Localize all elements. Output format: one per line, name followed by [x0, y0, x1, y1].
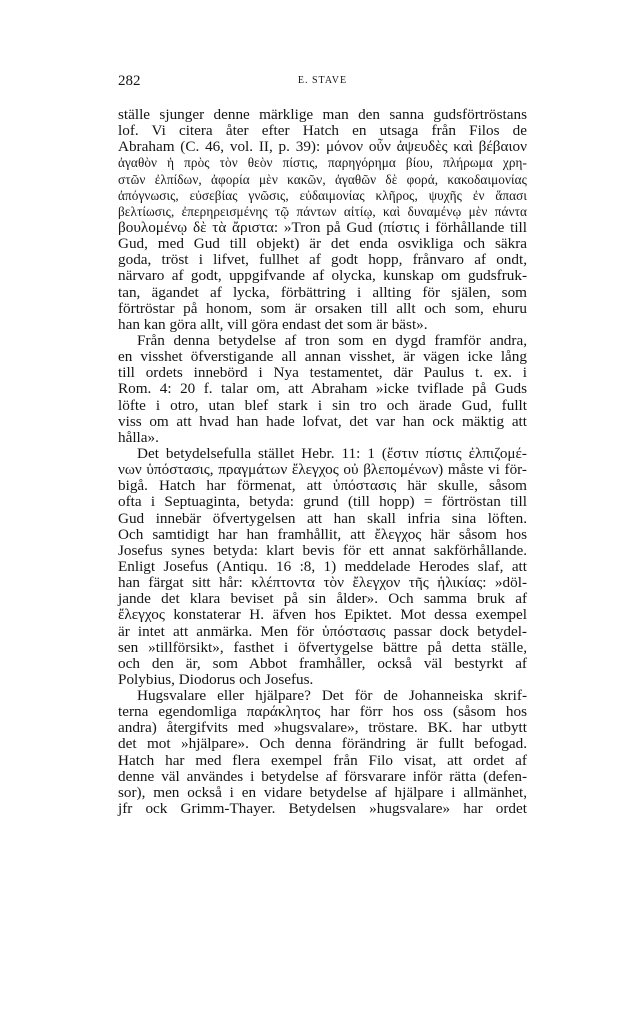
text-line: Gud innebär öfvertygelsen att han skall infria sina löften. — [118, 509, 527, 527]
text-line: goda, tröst i lifvet, fullhet af godt hopp, frånvaro af ondt, — [118, 251, 527, 269]
text-line: tan, ägandet af lycka, förbättring i allting för själen, som — [118, 283, 527, 301]
text-line: det mot »hjälpare». Och denna förändring är fullt befogad. — [118, 735, 527, 753]
body-text — [118, 107, 527, 817]
text-line: νων ὑπόστασις, πραγμάτων ἔλεγχος οὐ βλεπομένων) måste vi för- — [118, 461, 527, 479]
text-line: Det betydelsefulla stället Hebr. 11: 1 (ἔστιν πίστις ἐλπιζομέ- — [137, 444, 527, 462]
text-line: och den är, som Abbot framhåller, också väl bestyrkt af — [118, 654, 527, 672]
text-line: Polybius, Diodorus och Josefus. — [118, 670, 314, 688]
text-line: denne väl användes i betydelse af försvarare inför rätta (defen- — [118, 767, 527, 785]
text-line: Hugsvalare eller hjälpare? Det för de Johanneiska skrif- — [137, 687, 527, 705]
text-line: βουλομένῳ δὲ τὰ ἄριστα: »Tron på Gud (πίστις i förhållande till — [118, 218, 527, 236]
text-line: till ordets innebörd i Nya testamentet, där Paulus t. ex. i — [118, 364, 527, 382]
text-line: ἀγαθὸν ἡ πρὸς τὸν θεὸν πίστις, παρηγόρημα βίου, πλήρωμα χρη- — [118, 155, 527, 171]
text-line: jande det klara beviset på sin ålder». Och samma bruk af — [118, 590, 527, 608]
text-line: förtröstar på honom, som är orsaken till allt och som, ehuru — [118, 299, 527, 317]
text-line: viss om att hvad han hade lofvat, det var han ock mäktig att — [118, 412, 527, 430]
text-line: ofta i Septuaginta, betyda: grund (till hopp) = förtröstan till — [118, 493, 527, 511]
text-line: Rom. 4: 20 f. talar om, att Abraham »icke tviflade på Guds — [118, 380, 527, 398]
text-line: ställe sjunger denne märklige man den sanna gudsförtröstans — [118, 106, 527, 123]
text-line: jfr ock Grimm-Thayer. Betydelsen »hugsvalare» har ordet — [118, 800, 527, 818]
text-line: hålla». — [118, 428, 159, 446]
text-line: Josefus synes betyda: klart bevis för ett annat sakförhållande. — [118, 541, 527, 559]
text-line: Och samtidigt har han framhållit, att ἔλεγχος här såsom hos — [118, 525, 527, 543]
page-header — [118, 73, 527, 93]
text-line: Från denna betydelse af tron som en dygd framför andra, — [137, 331, 527, 349]
text-line: Gud, med Gud till objekt) är det enda osvikliga och säkra — [118, 235, 527, 253]
text-line: närvaro af godt, uppgifvande af olycka, kunskap om gudsfruk- — [118, 267, 527, 285]
page-number: 282 — [118, 73, 141, 89]
text-line: är intet att anmärka. Men för ὑπόστασις passar dock betydel- — [118, 622, 527, 640]
running-head: E. STAVE — [297, 75, 348, 86]
text-line: Hatch har med flera exempel från Filo visat, att ordet af — [118, 751, 527, 769]
text-line: terna egendomliga παράκλητος har förr hos oss (såsom hos — [118, 703, 527, 721]
text-line: Abraham (C. 46, vol. II, p. 39): μόνον οὖν ἀψευδὲς καὶ βέβαιον — [118, 138, 527, 156]
text-line: löfte i otro, utan blef stark i sin tro och ärade Gud, fullt — [118, 396, 527, 414]
text-line: στῶν ἐλπίδων, ἀφορία μὲν κακῶν, ἀγαθῶν δὲ φορά, κακοδαιμονίας — [118, 171, 527, 187]
text-line: βελτίωσις, ἐπερηρεισμένης τῷ πάντων αἰτίῳ, καὶ δυναμένῳ μὲν πάντα — [118, 203, 527, 219]
text-line: lof. Vi citera åter efter Hatch en utsaga från Filos de — [118, 122, 527, 140]
text-line: han kan göra allt, vill göra endast det som är bäst». — [118, 315, 428, 333]
text-line: andra) återgifvits med »hugsvalare», tröstare. BK. har utbytt — [118, 719, 527, 737]
text-line: han färgat sitt hår: κλέπτοντα τὸν ἔλεγχον τῆς ἡλικίας: »döl- — [118, 574, 527, 592]
text-line: Enligt Josefus (Antiqu. 16 :8, 1) meddelade Herodes slaf, att — [118, 557, 527, 575]
text-line: bigå. Hatch har förmenat, att ὑπόστασις här skulle, såsom — [118, 477, 527, 495]
text-line: sen »tillförsikt», fasthet i öfvertygelse bättre på detta ställe, — [118, 638, 527, 656]
text-line: ἔλεγχος konstaterar H. äfven hos Epiktet. Mot dessa exempel — [118, 606, 527, 624]
text-line: en visshet öfverstigande all annan visshet, är vägen icke lång — [118, 348, 527, 366]
text-line: sor), men också i en vidare betydelse af hjälpare i allmänhet, — [118, 783, 527, 801]
text-line: ἀπόγνωσις, εὐσεβίας γνῶσις, εὐδαιμονίας κλῆρος, ψυχῆς ἐν ἅπασι — [118, 187, 527, 203]
